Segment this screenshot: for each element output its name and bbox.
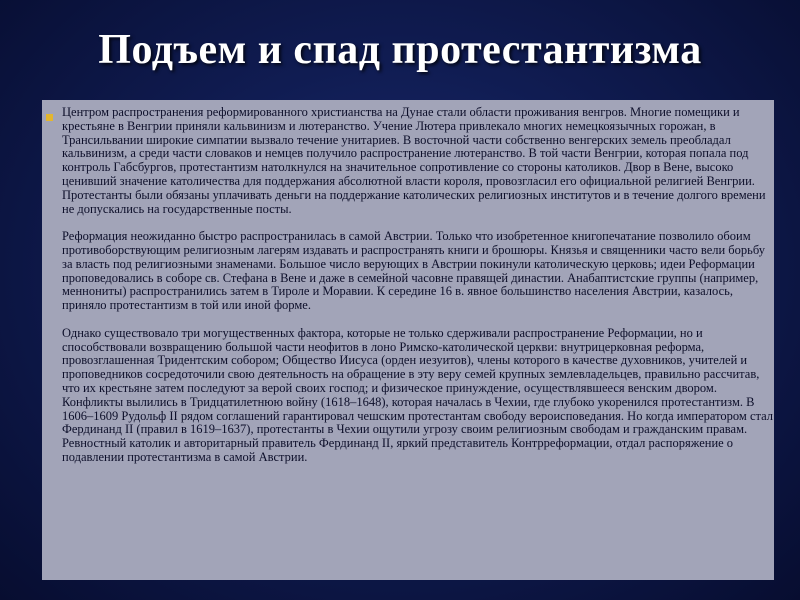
slide-title: Подъем и спад протестантизма [98, 27, 702, 73]
paragraph-counter-reformation: Однако существовало три могущественных фактора, которые не только сдерживали распространение Реформации, но и способствовали возвращению большой части неофитов в лоно Римско-католической церкви: внутрицерковная реформа, провозглашенная Тридентским собором; Общество Иисуса (орден иезуитов), члены которого в качестве духовников, учителей и проповедников сосредоточили свою деятельность на обращение в эту веру семей крупных землевладельцев, правильно рассчитав, что их крестьяне затем последуют за верой своих господ; и физическое принуждение, осуществлявшееся венским двором. Конфликты вылились в Тридцатилетнюю войну (1618–1648), которая началась в Чехии, где глубоко укоренился протестантизм. В 1606–1609 Рудольф II рядом соглашений гарантировал чешским протестантам свободу вероисповедания. Но когда императором стал Фердинанд II (правил в 1619–1637), протестанты в Чехии ощутили угрозу своим религиозным свободам и гражданским правам. Ревностный католик и авторитарный правитель Фердинанд II, яркий представитель Контрреформации, отдал распоряжение о подавлении протестантизма в самой Австрии. [62, 325, 774, 464]
bullet-square-icon [46, 114, 53, 121]
paragraph-austria: Реформация неожиданно быстро распространилась в самой Австрии. Только что изобретенное книгопечатание позволило обоим противоборствующим религиозным лагерям издавать и распространять книги и брошюры. Князья и священники часто вели борьбу за власть под религиозными знаменами. Большое число верующих в Австрии покинули католическую церковь; идеи Реформации проповедовались в соборе св. Стефана в Вене и даже в семейной часовне правящей династии. Анабаптистские группы (например, меннониты) распространились затем в Тироле и Моравии. К середине 16 в. явное большинство населения Австрии, казалось, приняло протестантизм в той или иной форме. [62, 229, 765, 313]
content-text [62, 106, 774, 465]
paragraph-hungary: Центром распространения реформированного христианства на Дунае стали области проживания венгров. Многие помещики и крестьяне в Венгрии приняли кальвинизм и лютеранство. Учение Лютера привлекало многих немецкоязычных горожан, в Трансильвании широкие симпатии вызвало течение унитариев. В восточной части собственно венгерских земель преобладал кальвинизм, а среди части словаков и немцев получило распространение лютеранство. В той части Венгрии, которая попала под контроль Габсбургов, протестантизм натолкнулся на значительное сопротивление со стороны католиков. Двор в Вене, высоко ценивший значение католичества для поддержания абсолютной власти короля, провозгласил его официальной религией Венгрии. Протестанты были обязаны уплачивать деньги на поддержание католических религиозных институтов и в течение долгого времени не допускались на государственные посты. [62, 105, 766, 216]
